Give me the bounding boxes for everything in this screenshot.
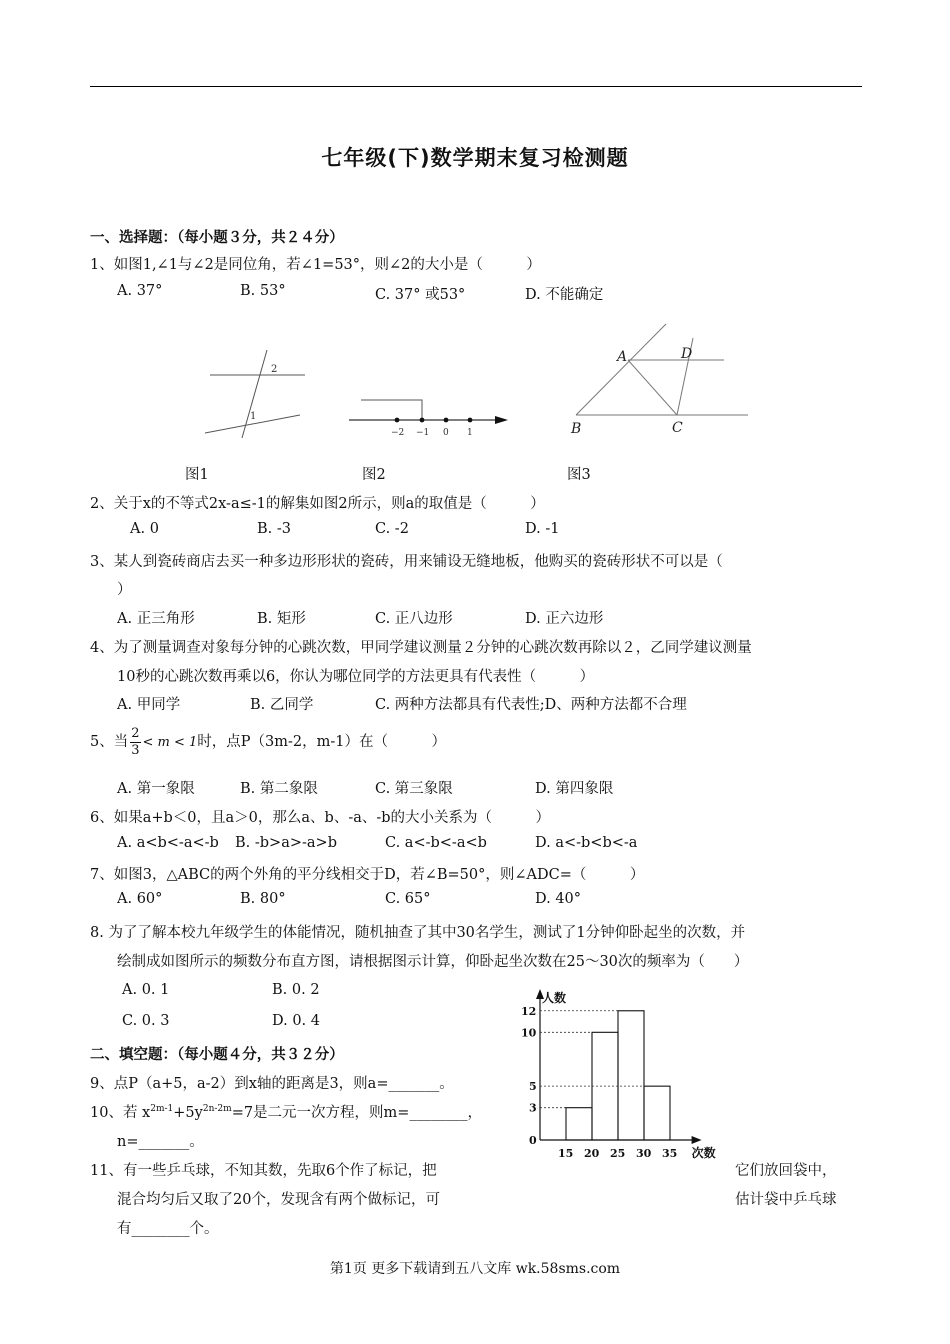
x-tick-label: 35 (662, 1147, 678, 1160)
q11-text-cont: 有________个。 (117, 1221, 219, 1237)
q3-option-a: A. 正三角形 (117, 611, 195, 627)
q10-mid: +5y (173, 1105, 203, 1121)
q8-text: 8. 为了了解本校九年级学生的体能情况，随机抽查了其中30名学生，测试了1分钟仰卧起坐的次数，并 (90, 925, 746, 941)
q7-option-b: B. 80° (240, 891, 286, 907)
q4-option-a: A. 甲同学 (117, 697, 181, 713)
q2-text: 2、关于x的不等式2x-a≤-1的解集如图2所示，则a的取值是（ ） (90, 496, 545, 512)
q5-option-b: B. 第二象限 (240, 781, 318, 797)
q5-option-c: C. 第三象限 (375, 781, 453, 797)
section-choice-heading: 一、选择题：（每小题３分，共２４分） (90, 230, 344, 246)
fig1-transversal (242, 350, 267, 438)
fig2-dot (395, 418, 400, 423)
q6-option-d: D. a<-b<b<-a (535, 835, 638, 851)
q4-text: 4、为了测量调查对象每分钟的心跳次数，甲同学建议测量２分钟的心跳次数再除以２，乙同学建议测量 (90, 640, 752, 656)
q9-text: 9、点P（a+5，a-2）到x轴的距离是3，则a=_______。 (90, 1076, 454, 1092)
fig3-label-c: C (672, 420, 683, 436)
q6-option-c: C. a<-b<-a<b (385, 835, 487, 851)
fig1-angle-2: 2 (271, 364, 278, 375)
y-tick-label: 5 (529, 1080, 537, 1094)
q1-option-c: C. 37° 或53° (375, 287, 466, 303)
figure-3 (562, 320, 757, 440)
figure-1 (195, 345, 310, 440)
fig2-tick: 1 (467, 428, 473, 438)
histogram-bar (618, 1011, 644, 1140)
fig2-dot (444, 418, 449, 423)
q1-option-b: B. 53° (240, 283, 286, 299)
q10-exp-2: 2n-2m (202, 1104, 232, 1115)
q10-pre: 10、若 x (90, 1105, 151, 1121)
q5-fraction (130, 726, 140, 759)
fig3-line-ba (576, 324, 666, 415)
q8-text-cont: 绘制成如图所示的频数分布直方图，请根据图示计算，仰卧起坐次数在25～30次的频率为（ ） (117, 954, 749, 970)
q10-text (90, 1101, 482, 1122)
q5-text (90, 722, 446, 763)
y-axis-label: 人数 (542, 991, 567, 1005)
fig2-arrow (495, 416, 508, 424)
page-title: 七年级(下)数学期末复习检测题 (321, 146, 629, 170)
q7-option-d: D. 40° (535, 891, 582, 907)
fig3-label-b: B (571, 421, 582, 437)
q11-text-left: 11、有一些乒乓球，不知其数，先取6个作了标记，把 (90, 1163, 437, 1179)
q2-option-a: A. 0 (130, 521, 159, 537)
x-axis-arrow (692, 1136, 702, 1144)
q7-text: 7、如图3，△ABC的两个外角的平分线相交于D，若∠B=50°，则∠ADC=（ ） (90, 867, 645, 883)
q5-option-d: D. 第四象限 (535, 781, 614, 797)
x-tick-label: 30 (636, 1147, 652, 1160)
top-rule (90, 86, 862, 87)
fig1-angle-1: 1 (250, 411, 257, 422)
fig3-line-ac (628, 360, 677, 415)
q8-option-b: B. 0. 2 (272, 982, 320, 998)
y-tick-label: 0 (529, 1134, 537, 1147)
q2-option-c: C. -2 (375, 521, 409, 537)
q3-text: 3、某人到瓷砖商店去买一种多边形形状的瓷砖，用来铺设无缝地板，他购买的瓷砖形状不可以是（ (90, 554, 723, 570)
q10-text-cont: n=_______。 (117, 1134, 204, 1150)
q7-option-c: C. 65° (385, 891, 431, 907)
figure-2-caption: 图2 (362, 467, 386, 483)
histogram-chart (500, 985, 725, 1160)
section-fill-heading: 二、填空题：（每小题４分，共３２分） (90, 1047, 344, 1063)
q5-numerator: 2 (131, 725, 140, 741)
histogram-bar (644, 1086, 670, 1140)
q11-text-left-2: 混合均匀后又取了20个，发现含有两个做标记，可 (117, 1192, 440, 1208)
x-tick-label: 15 (558, 1147, 574, 1160)
figure-1-caption: 图1 (185, 467, 209, 483)
q2-option-d: D. -1 (525, 521, 560, 537)
q7-option-a: A. 60° (117, 891, 163, 907)
q4-option-b: B. 乙同学 (250, 697, 314, 713)
q3-option-d: D. 正六边形 (525, 611, 604, 627)
fig2-tick: 0 (443, 428, 449, 438)
y-tick-label: 3 (529, 1101, 537, 1115)
q6-option-b: B. -b>a>-a>b (235, 835, 337, 851)
fig2-dot (468, 418, 473, 423)
fig2-solution-ray (361, 400, 422, 420)
figure-3-caption: 图3 (567, 467, 591, 483)
q5-denominator: 3 (131, 742, 140, 758)
q3-text-cont: ） (117, 582, 132, 598)
histogram-plot (521, 989, 716, 1160)
x-tick-label: 25 (610, 1147, 626, 1160)
page-footer: 第1页 更多下载请到五八文库 wk.58sms.com (329, 1261, 621, 1277)
q5-prefix: 5、当 (90, 734, 129, 750)
q10-post: =7是二元一次方程，则m=________， (231, 1105, 482, 1121)
q11-text-right-2: 估计袋中乒乓球 (735, 1192, 837, 1208)
fig3-label-a: A (617, 349, 628, 365)
q2-option-b: B. -3 (257, 521, 291, 537)
q8-option-c: C. 0. 3 (122, 1013, 170, 1029)
q3-option-c: C. 正八边形 (375, 611, 453, 627)
x-tick-label: 20 (584, 1147, 600, 1160)
fig2-tick: −1 (416, 428, 430, 438)
q6-option-a: A. a<b<-a<-b (117, 835, 219, 851)
q11-text-right: 它们放回袋中， (735, 1163, 837, 1179)
q3-option-b: B. 矩形 (257, 611, 306, 627)
x-axis-label: 次数 (691, 1146, 716, 1160)
fig3-label-d: D (681, 346, 693, 362)
q5-suffix: 时，点P（3m-2，m-1）在（ ） (197, 734, 447, 750)
figure-2 (345, 392, 515, 442)
q4-text-cont: 10秒的心跳次数再乘以6，你认为哪位同学的方法更具有代表性（ ） (117, 669, 595, 685)
q4-option-c: C. 两种方法都具有代表性;D、两种方法都不合理 (375, 697, 687, 713)
y-tick-label: 12 (521, 1004, 537, 1018)
histogram-bar (566, 1108, 592, 1140)
q5-option-a: A. 第一象限 (117, 781, 195, 797)
q1-text: 1、如图1,∠1与∠2是同位角，若∠1=53°，则∠2的大小是（ ） (90, 257, 541, 273)
q8-option-d: D. 0. 4 (272, 1013, 320, 1029)
q8-option-a: A. 0. 1 (122, 982, 170, 998)
fig2-tick: −2 (391, 428, 405, 438)
fig2-dot (420, 418, 425, 423)
q1-option-d: D. 不能确定 (525, 287, 604, 303)
q5-inequality: < m < 1 (142, 735, 198, 750)
y-tick-label: 10 (521, 1026, 537, 1040)
q6-text: 6、如果a+b＜0，且a＞0，那么a、b、-a、-b的大小关系为（ ） (90, 810, 551, 826)
q1-option-a: A. 37° (117, 283, 163, 299)
q10-exp-1: 2m-1 (150, 1104, 174, 1115)
